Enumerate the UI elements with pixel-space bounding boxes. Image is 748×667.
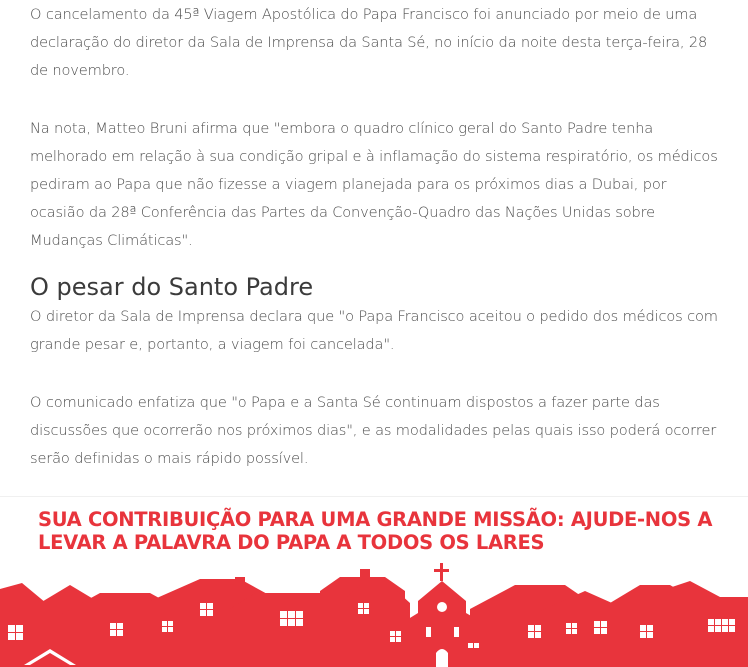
article-paragraph: O diretor da Sala de Imprensa declara que "o Papa Francisco aceitou o pedido dos médicos com grande pesar e, portanto, a viagem foi cancelada".	[30, 308, 718, 353]
article-paragraph: O cancelamento da 45ª Viagem Apostólica do Papa Francisco foi anunciado por meio de uma declaração do diretor da Sala de Imprensa da Santa Sé, no início da noite desta terça-feira, 28 de novembro.	[30, 6, 708, 79]
donation-banner[interactable]	[0, 496, 748, 667]
town-skyline-icon	[0, 563, 748, 667]
section-heading: O pesar do Santo Padre	[30, 273, 314, 301]
article-paragraph: O comunicado enfatiza que "o Papa e a Santa Sé continuam dispostos a fazer parte das discussões que ocorrerão nos próximos dias", e as modalidades pelas quais isso poderá ocorrer serão definidas o mais rápido possível.	[30, 394, 717, 467]
banner-title[interactable]: SUA CONTRIBUIÇÃO PARA UMA GRANDE MISSÃO: AJUDE-NOS A LEVAR A PALAVRA DO PAPA A TODOS OS LARES	[38, 508, 713, 554]
article-paragraph: Na nota, Matteo Bruni afirma que "embora o quadro clínico geral do Santo Padre tenha melhorado em relação à sua condição gripal e à inflamação do sistema respiratório, os médicos pediram ao Papa que não fizesse a viagem planejada para os próximos dias a Dubai, por ocasião da 28ª Conferência das Partes da Convenção-Quadro das Nações Unidas sobre Mudanças Climáticas".	[30, 120, 718, 249]
